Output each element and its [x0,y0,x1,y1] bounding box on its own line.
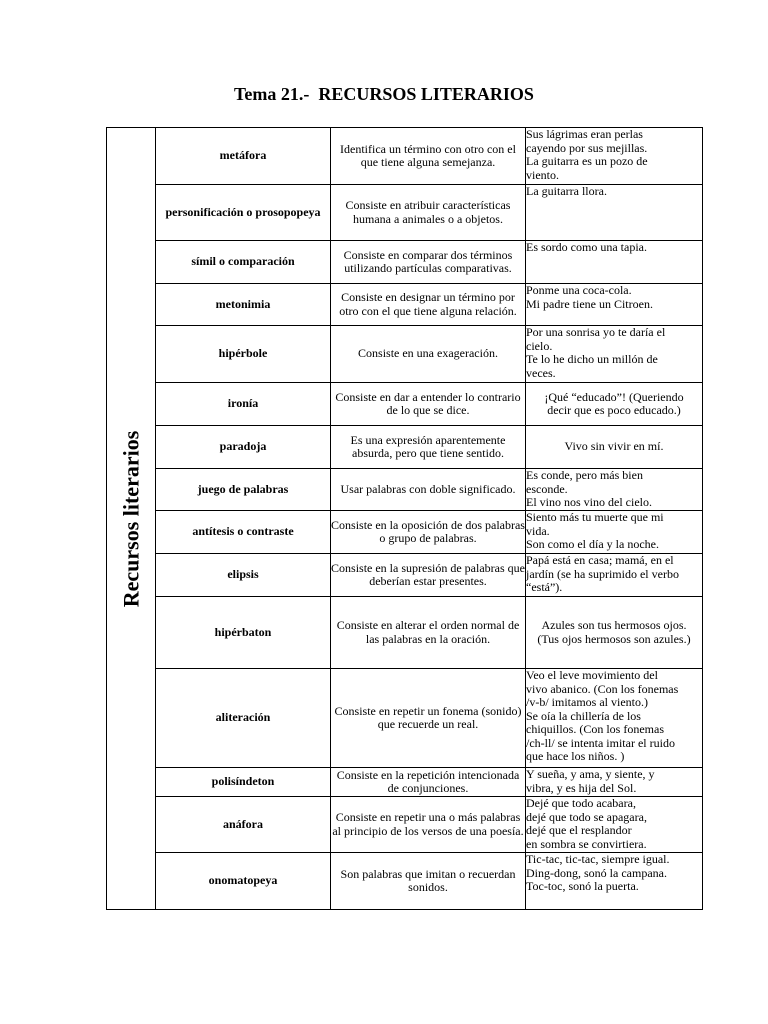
example-cell: ¡Qué “educado”! (Queriendo decir que es poco educado.) [526,383,703,426]
table-row [107,768,703,797]
definition-cell: Consiste en dar a entender lo contrario de lo que se dice. [331,383,526,426]
term-cell: antítesis o contraste [156,511,331,554]
table-row [107,241,703,284]
term-cell: onomatopeya [156,853,331,910]
term-cell: ironía [156,383,331,426]
table-row [107,185,703,241]
table-row [107,284,703,326]
example-cell: Ponme una coca-cola. Mi padre tiene un Citroen. [526,284,703,326]
table-row [107,853,703,910]
table-row [107,128,703,185]
example-cell: Es conde, pero más bien esconde. El vino nos vino del cielo. [526,469,703,511]
definition-cell: Es una expresión aparentemente absurda, pero que tiene sentido. [331,426,526,469]
table-row [107,326,703,383]
term-cell: hipérbaton [156,597,331,669]
example-cell: Sus lágrimas eran perlas cayendo por sus mejillas. La guitarra es un pozo de viento. [526,128,703,185]
definition-cell: Consiste en la oposición de dos palabras o grupo de palabras. [331,511,526,554]
definition-cell: Consiste en alterar el orden normal de las palabras en la oración. [331,597,526,669]
definition-cell: Consiste en la supresión de palabras que deberían estar presentes. [331,554,526,597]
term-cell: metáfora [156,128,331,185]
term-cell: polisíndeton [156,768,331,797]
table-row [107,597,703,669]
definition-cell: Identifica un término con otro con el que tiene alguna semejanza. [331,128,526,185]
definition-cell: Consiste en repetir un fonema (sonido) que recuerde un real. [331,669,526,768]
definition-cell: Consiste en comparar dos términos utilizando partículas comparativas. [331,241,526,284]
table-row [107,511,703,554]
side-label: Recursos literarios [118,430,144,607]
table-row [107,669,703,768]
side-label-cell [107,128,156,910]
table-row [107,469,703,511]
definition-cell: Consiste en la repetición intencionada de conjunciones. [331,768,526,797]
example-cell: La guitarra llora. [526,185,703,241]
term-cell: personificación o prosopopeya [156,185,331,241]
term-cell: paradoja [156,426,331,469]
page-title: Tema 21.- RECURSOS LITERARIOS [234,84,534,104]
example-cell: Es sordo como una tapia. [526,241,703,284]
definition-cell: Consiste en repetir una o más palabras al principio de los versos de una poesía. [331,797,526,853]
table-row [107,426,703,469]
definition-cell: Son palabras que imitan o recuerdan sonidos. [331,853,526,910]
literary-devices-table [106,127,703,910]
table-row [107,554,703,597]
definition-cell: Usar palabras con doble significado. [331,469,526,511]
term-cell: elipsis [156,554,331,597]
term-cell: metonimia [156,284,331,326]
definition-cell: Consiste en designar un término por otro con el que tiene alguna relación. [331,284,526,326]
term-cell: juego de palabras [156,469,331,511]
example-cell: Papá está en casa; mamá, en el jardín (se ha suprimido el verbo “está”). [526,554,703,597]
example-cell: Siento más tu muerte que mi vida. Son como el día y la noche. [526,511,703,554]
example-cell: Azules son tus hermosos ojos. (Tus ojos hermosos son azules.) [526,597,703,669]
table-row [107,797,703,853]
term-cell: hipérbole [156,326,331,383]
example-cell: Y sueña, y ama, y siente, y vibra, y es hija del Sol. [526,768,703,797]
term-cell: símil o comparación [156,241,331,284]
example-cell: Por una sonrisa yo te daría el cielo. Te lo he dicho un millón de veces. [526,326,703,383]
example-cell: Dejé que todo acabara, dejé que todo se apagara, dejé que el resplandor en sombra se convirtiera. [526,797,703,853]
example-cell: Veo el leve movimiento del vivo abanico. (Con los fonemas /v-b/ imitamos al viento.) Se oía la chillería de los chiquillos. (Con los fonemas /ch-ll/ se intenta imitar el ruido que hace los niños. ) [526,669,703,768]
definition-cell: Consiste en una exageración. [331,326,526,383]
definition-cell: Consiste en atribuir características humana a animales o a objetos. [331,185,526,241]
term-cell: aliteración [156,669,331,768]
example-cell: Tic-tac, tic-tac, siempre igual. Ding-dong, sonó la campana. Toc-toc, sonó la puerta. [526,853,703,910]
example-cell: Vivo sin vivir en mí. [526,426,703,469]
term-cell: anáfora [156,797,331,853]
table-row [107,383,703,426]
